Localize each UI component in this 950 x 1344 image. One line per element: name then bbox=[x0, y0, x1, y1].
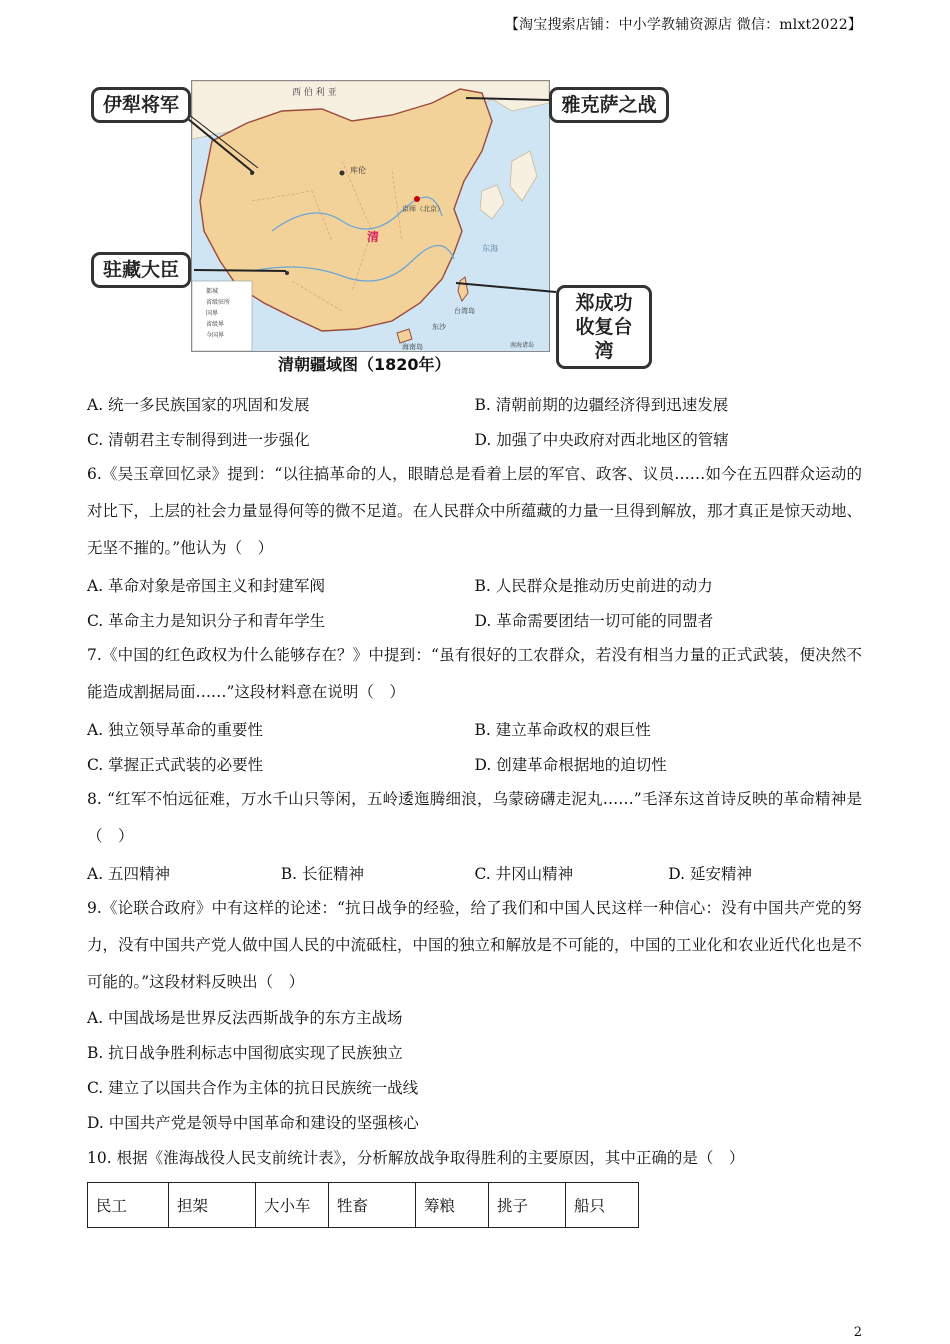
q7-stem: 7.《中国的红色政权为什么能够存在？》中提到：“虽有很好的工农群众，若没有相当力量的正式武装，便决然不能造成割据局面……”这段材料意在说明（ ） bbox=[87, 646, 862, 701]
table-header-cell: 挑子 bbox=[489, 1183, 566, 1228]
q6-option-a: A. 革命对象是帝国主义和封建军阀 bbox=[87, 576, 326, 595]
q7-option-a: A. 独立领导革命的重要性 bbox=[87, 720, 264, 739]
q6-option-d: D. 革命需要团结一切可能的同盟者 bbox=[474, 611, 714, 630]
kulun-label: 库伦 bbox=[350, 166, 366, 175]
callout-yakesa: 雅克萨之战 bbox=[549, 87, 669, 123]
callout-yili: 伊犁将军 bbox=[91, 87, 191, 123]
table-header-cell: 大小车 bbox=[256, 1183, 329, 1228]
q8-option-c: C. 井冈山精神 bbox=[474, 864, 574, 883]
q8-option-d: D. 延安精神 bbox=[668, 864, 752, 883]
q5-options-row-1 bbox=[87, 386, 862, 421]
callout-zheng bbox=[556, 285, 652, 369]
kulun-marker bbox=[340, 171, 345, 176]
q9-option-c: C. 建立了以国共合作为主体的抗日民族统一战线 bbox=[87, 1079, 419, 1097]
legend-item-4: 今国界 bbox=[206, 332, 225, 339]
callout-zheng-line1: 郑成功 bbox=[575, 292, 633, 314]
q7-option-c: C. 掌握正式武装的必要性 bbox=[87, 755, 264, 774]
q8-option-b: B. 长征精神 bbox=[280, 864, 364, 883]
page-number: 2 bbox=[853, 1325, 862, 1340]
q9-stem: 9.《论联合政府》中有这样的论述：“抗日战争的经验，给了我们和中国人民这样一种信心：没有中国共产党的努力，没有中国共产党人做中国人民的中流砥柱，中国的独立和解放是不可能的，中国的工业化和农业近代化也是不可能的。”这段材料反映出（ ） bbox=[87, 899, 863, 991]
map-graphic bbox=[192, 81, 549, 351]
q7-options-row-2 bbox=[87, 746, 862, 781]
q8-options-row bbox=[87, 855, 862, 890]
q6-options-row-2 bbox=[87, 602, 862, 637]
taiwan-label: 台湾岛 bbox=[454, 307, 475, 315]
q9-option-a: A. 中国战场是世界反法西斯战争的东方主战场 bbox=[87, 1009, 403, 1027]
table-header-cell: 民工 bbox=[88, 1183, 169, 1228]
q8-stem: 8. “红军不怕远征难，万水千山只等闲，五岭逶迤腾细浪，乌蒙磅礴走泥丸……”毛泽东这首诗反映的革命精神是（ ） bbox=[87, 790, 862, 845]
question-content bbox=[87, 386, 862, 1228]
q5-option-b: B. 清朝前期的边疆经济得到迅速发展 bbox=[474, 395, 729, 414]
q7-options-row-1 bbox=[87, 711, 862, 746]
capital-label: 京师（北京） bbox=[402, 205, 444, 213]
table-header-cell: 牲畜 bbox=[329, 1183, 416, 1228]
qing-label: 清 bbox=[367, 230, 380, 244]
q9-option-b: B. 抗日战争胜利标志中国彻底实现了民族独立 bbox=[87, 1044, 403, 1062]
legend-item-1: 省级驻所 bbox=[206, 299, 231, 306]
dongsha-label: 东沙 bbox=[432, 323, 446, 331]
q10-stem: 10. 根据《淮海战役人民支前统计表》，分析解放战争取得胜利的主要原因，其中正确的是（ ） bbox=[87, 1149, 745, 1167]
map-legend-box bbox=[192, 281, 252, 351]
donghai-label: 东海 bbox=[482, 244, 498, 253]
qing-territory-map bbox=[191, 80, 550, 352]
yili-marker bbox=[250, 171, 254, 175]
q5-options-row-2 bbox=[87, 421, 862, 456]
q5-option-d: D. 加强了中央政府对西北地区的管辖 bbox=[474, 430, 729, 449]
table-header-cell: 担架 bbox=[169, 1183, 256, 1228]
q5-option-c: C. 清朝君主专制得到进一步强化 bbox=[87, 430, 310, 449]
table-header-cell: 筹粮 bbox=[416, 1183, 489, 1228]
q10-statistics-table bbox=[87, 1182, 639, 1228]
hainan-label: 海南岛 bbox=[402, 343, 423, 351]
nanhai-label: 南海诸岛 bbox=[510, 342, 535, 349]
table-header-cell: 船只 bbox=[566, 1183, 639, 1228]
lhasa-marker bbox=[285, 271, 289, 275]
capital-marker bbox=[414, 196, 420, 202]
callout-zhuzang: 驻藏大臣 bbox=[91, 252, 191, 288]
legend-item-3: 省级界 bbox=[206, 321, 225, 328]
qing-territory-map-figure bbox=[86, 78, 686, 378]
q6-option-c: C. 革命主力是知识分子和青年学生 bbox=[87, 611, 326, 630]
q9-option-d: D. 中国共产党是领导中国革命和建设的坚强核心 bbox=[87, 1114, 419, 1132]
legend-item-2: 国界 bbox=[206, 310, 219, 317]
q6-options-row-1 bbox=[87, 567, 862, 602]
legend-item-0: 都城 bbox=[206, 288, 219, 295]
q6-option-b: B. 人民群众是推动历史前进的动力 bbox=[474, 576, 713, 595]
callout-zheng-line2: 收复台湾 bbox=[575, 316, 633, 362]
siberia-label: 西 伯 利 亚 bbox=[292, 88, 337, 98]
map-caption: 清朝疆域图（1820年） bbox=[278, 355, 451, 374]
q7-option-b: B. 建立革命政权的艰巨性 bbox=[474, 720, 651, 739]
q5-option-a: A. 统一多民族国家的巩固和发展 bbox=[87, 395, 310, 414]
q6-stem: 6.《吴玉章回忆录》提到：“以往搞革命的人，眼睛总是看着上层的军官、政客、议员……如今在五四群众运动的对比下，上层的社会力量显得何等的微不足道。在人民群众中所蕴藏的力量一旦得到解放，那才真正是惊天动地、无坚不摧的。”他认为（ ） bbox=[87, 465, 863, 557]
page-header: 【淘宝搜索店铺：中小学教辅资源店 微信：mlxt2022】 bbox=[504, 17, 862, 33]
q7-option-d: D. 创建革命根据地的迫切性 bbox=[474, 755, 667, 774]
table-row bbox=[88, 1183, 639, 1228]
q8-option-a: A. 五四精神 bbox=[87, 864, 171, 883]
